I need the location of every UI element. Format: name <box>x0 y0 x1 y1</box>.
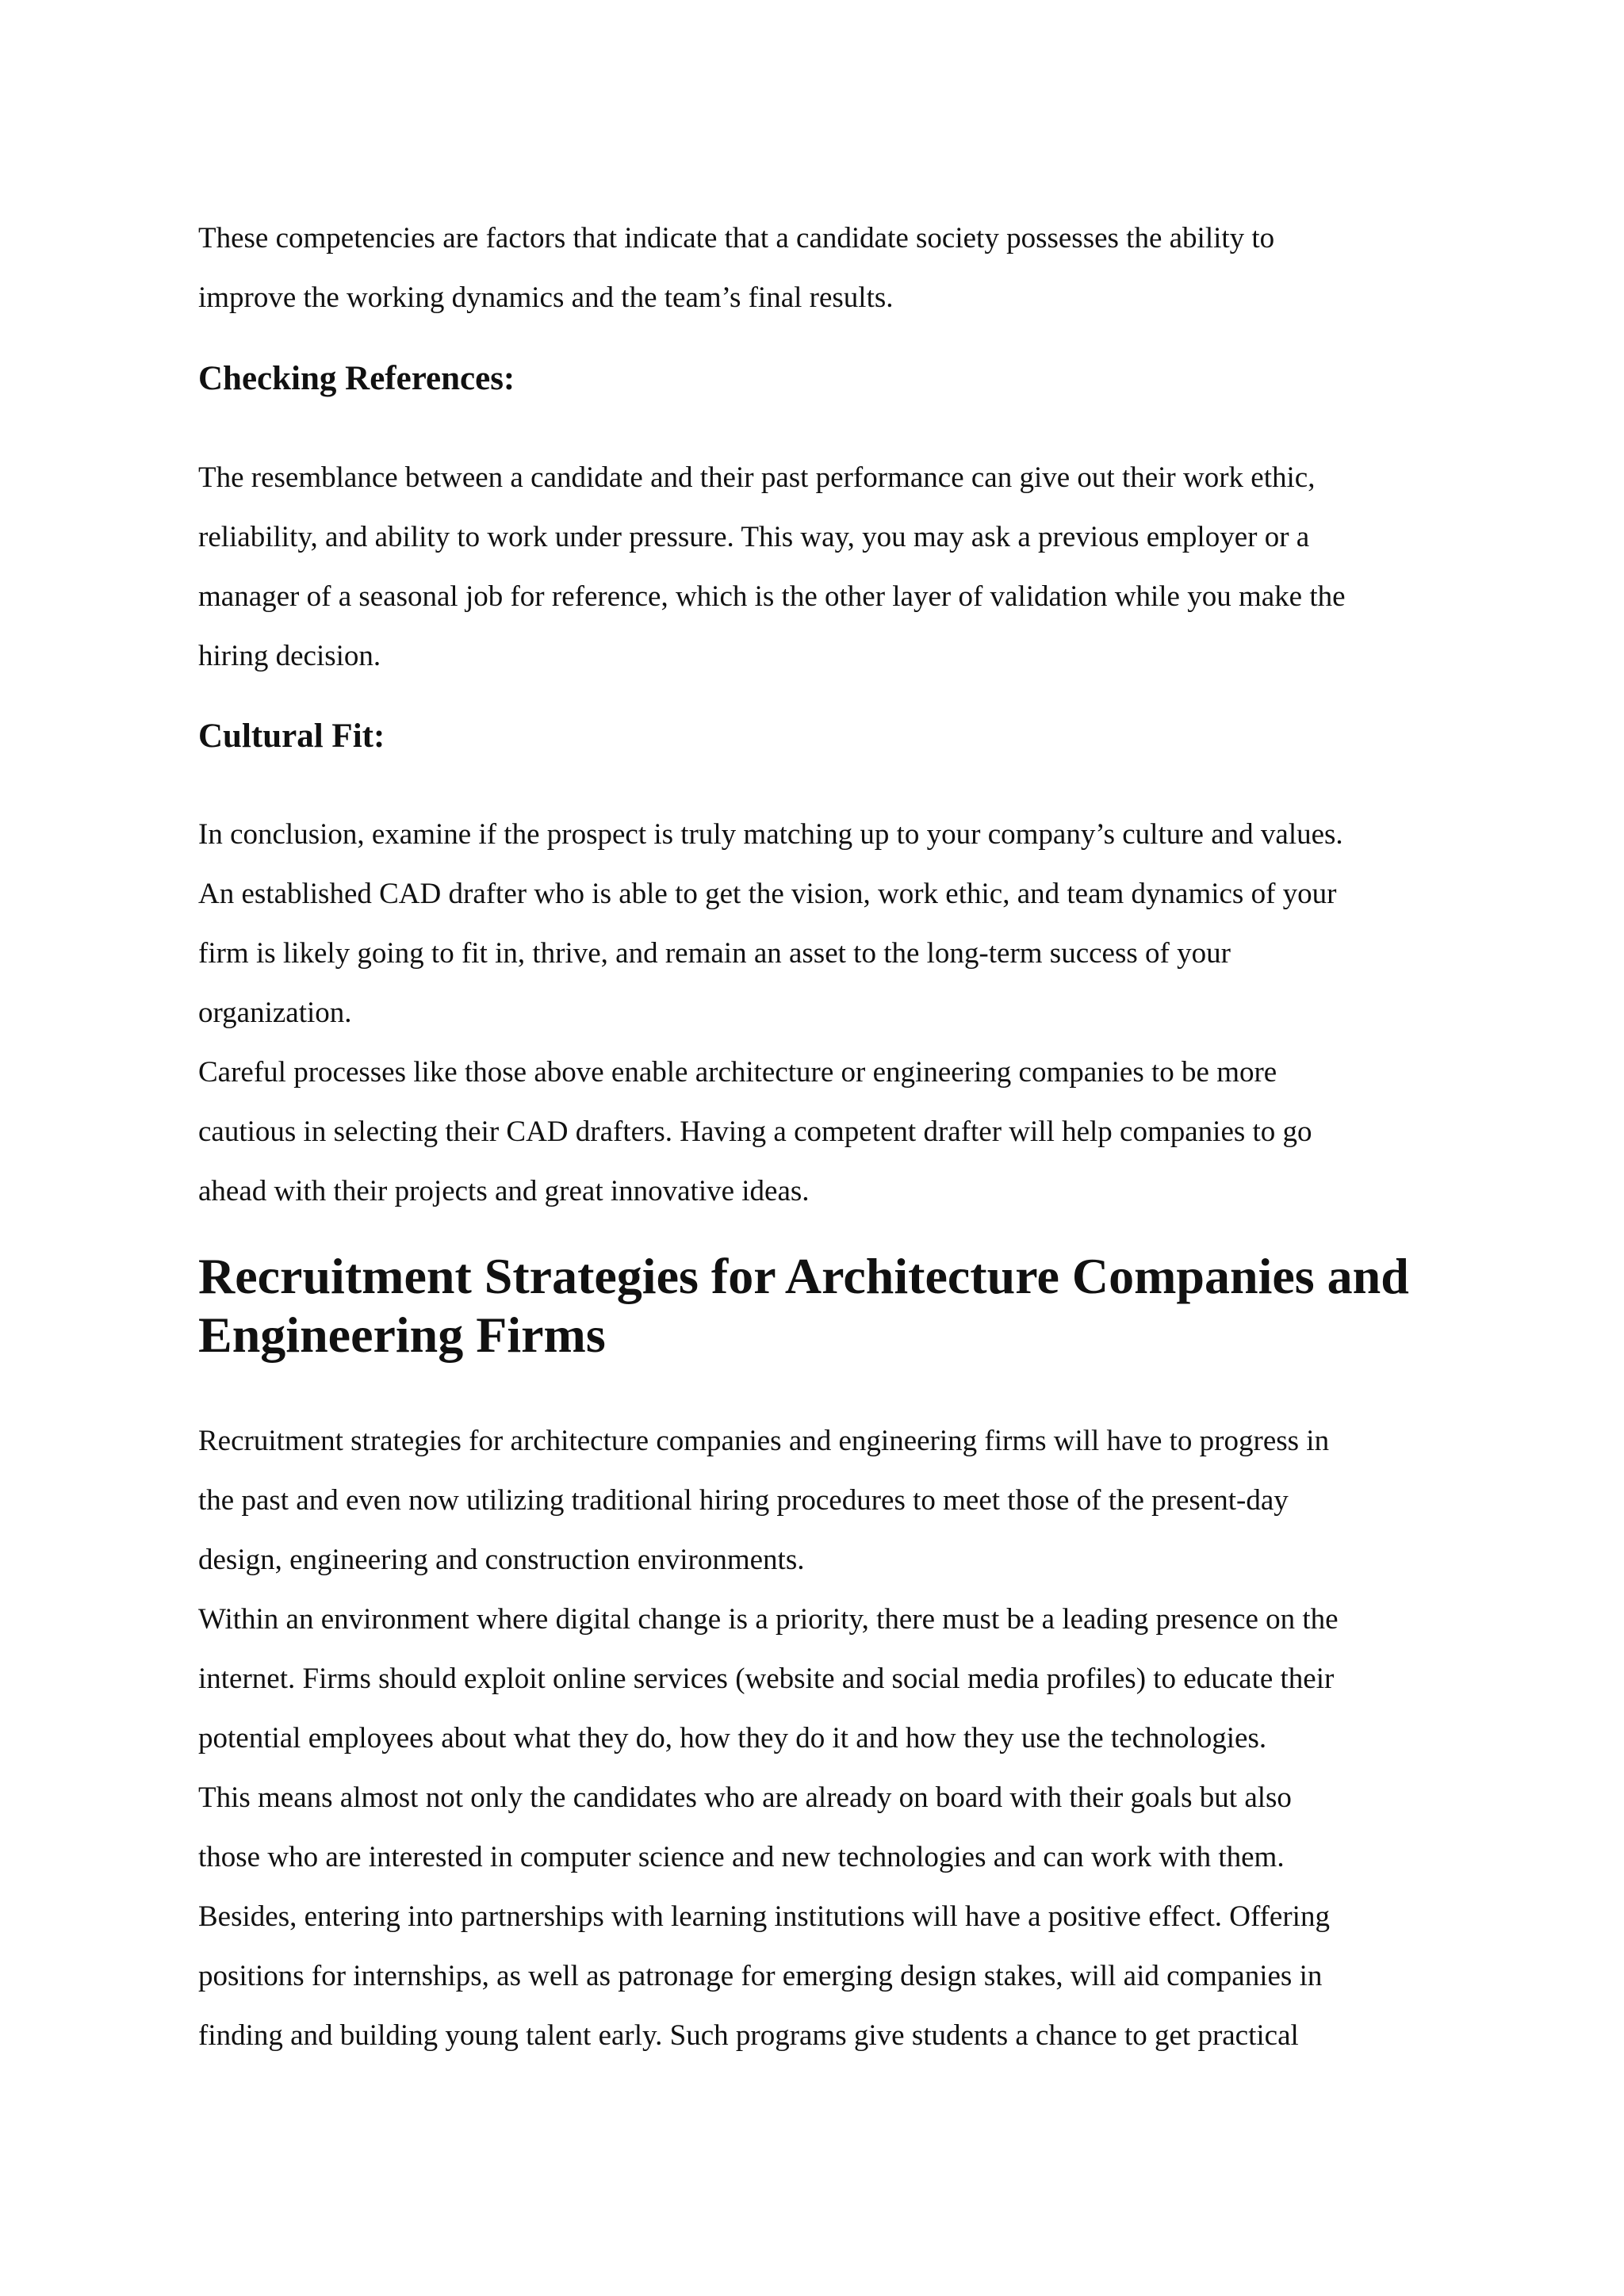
strategies-line-3: design, engineering and construction environments. <box>198 1544 805 1576</box>
cultural-fit-line-6: cautious in selecting their CAD drafters. Having a competent drafter will help companies to go <box>198 1115 1312 1148</box>
cultural-fit-line-4: organization. <box>198 997 352 1029</box>
strategies-line-11: finding and building young talent early. Such programs give students a chance to get practical <box>198 2019 1299 2052</box>
cultural-fit-line-5: Careful processes like those above enable architecture or engineering companies to be more <box>198 1056 1277 1089</box>
references-line-2: reliability, and ability to work under pressure. This way, you may ask a previous employer or a <box>198 521 1310 553</box>
strategies-line-7: This means almost not only the candidates who are already on board with their goals but also <box>198 1781 1292 1814</box>
strategies-heading-line-1: Recruitment Strategies for Architecture Companies and <box>198 1248 1409 1304</box>
strategies-heading-line-2: Engineering Firms <box>198 1307 606 1363</box>
strategies-line-5: internet. Firms should exploit online services (website and social media profiles) to educate their <box>198 1663 1335 1695</box>
strategies-line-10: positions for internships, as well as patronage for emerging design stakes, will aid companies in <box>198 1960 1323 1992</box>
references-line-3: manager of a seasonal job for reference, which is the other layer of validation while you make the <box>198 580 1346 613</box>
references-line-1: The resemblance between a candidate and their past performance can give out their work ethic, <box>198 461 1316 494</box>
references-heading: Checking References: <box>198 360 515 397</box>
cultural-fit-line-2: An established CAD drafter who is able to get the vision, work ethic, and team dynamics of your <box>198 878 1337 910</box>
cultural-fit-heading: Cultural Fit: <box>198 718 385 755</box>
strategies-line-9: Besides, entering into partnerships with learning institutions will have a positive effect. Offering <box>198 1900 1330 1933</box>
intro-line-2: improve the working dynamics and the team’s final results. <box>198 281 894 314</box>
cultural-fit-line-3: firm is likely going to fit in, thrive, and remain an asset to the long-term success of your <box>198 937 1231 970</box>
strategies-line-8: those who are interested in computer science and new technologies and can work with them. <box>198 1841 1285 1873</box>
intro-line-1: These competencies are factors that indicate that a candidate society possesses the ability to <box>198 222 1275 254</box>
strategies-line-6: potential employees about what they do, how they do it and how they use the technologies. <box>198 1722 1267 1755</box>
references-line-4: hiring decision. <box>198 640 381 672</box>
strategies-line-1: Recruitment strategies for architecture companies and engineering firms will have to progress in <box>198 1425 1330 1457</box>
cultural-fit-line-1: In conclusion, examine if the prospect is truly matching up to your company’s culture and values. <box>198 818 1343 851</box>
strategies-line-4: Within an environment where digital change is a priority, there must be a leading presence on the <box>198 1603 1339 1636</box>
strategies-line-2: the past and even now utilizing traditional hiring procedures to meet those of the present-day <box>198 1484 1289 1517</box>
cultural-fit-line-7: ahead with their projects and great innovative ideas. <box>198 1175 810 1207</box>
document-page <box>198 0 1435 2296</box>
